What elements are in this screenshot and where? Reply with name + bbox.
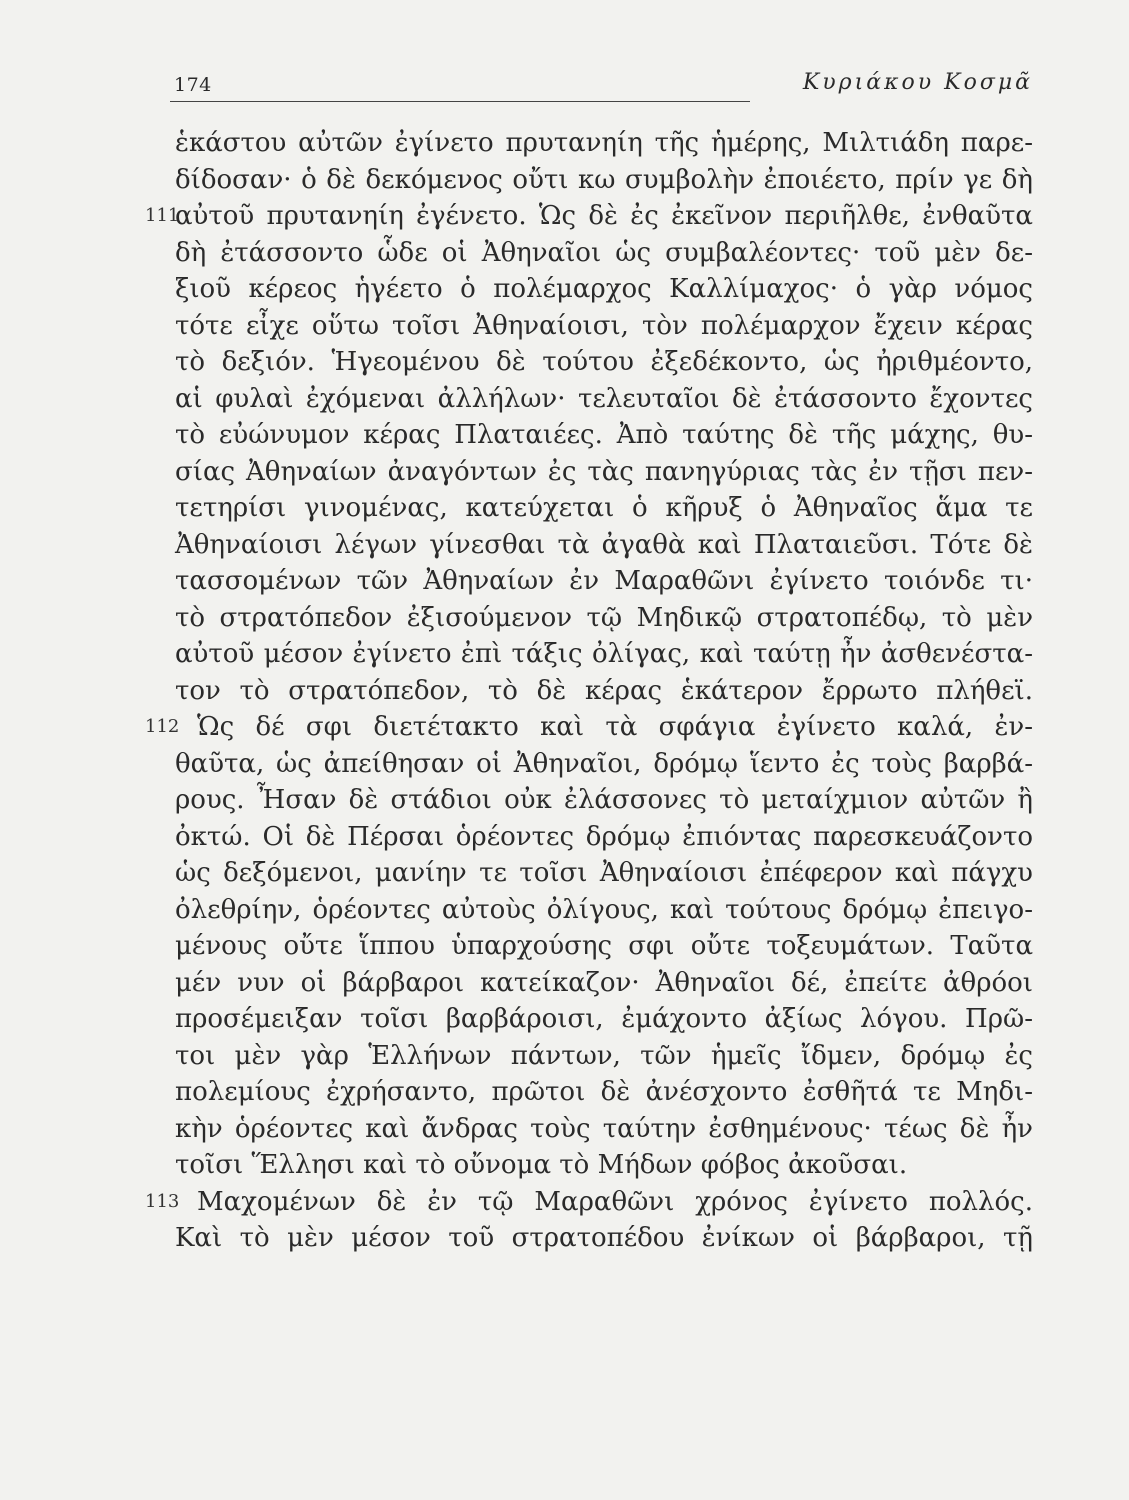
text-line bbox=[175, 855, 1033, 892]
text-line bbox=[175, 965, 1033, 1002]
line-text: κὴν ὁρέοντες καὶ ἄνδρας τοὺς ταύτην ἐσθημένους· τέως δὲ ἦν bbox=[175, 1113, 1033, 1144]
page-number: 174 bbox=[174, 74, 212, 96]
line-text: μέν νυν οἱ βάρβαροι κατείκαζον· Ἀθηναῖοι δέ, ἐπείτε ἀθρόοι bbox=[175, 967, 1033, 998]
text-line bbox=[145, 709, 1033, 746]
text-line bbox=[175, 1220, 1033, 1257]
line-text: ὀκτώ. Οἱ δὲ Πέρσαι ὁρέοντες δρόμῳ ἐπιόντας παρεσκευάζοντο bbox=[175, 821, 1033, 852]
text-line bbox=[175, 782, 1033, 819]
text-line bbox=[175, 892, 1033, 929]
running-title: Κυριάκου Κοσμᾶ bbox=[802, 70, 1033, 95]
text-line bbox=[175, 454, 1033, 491]
line-text: τοῖσι Ἕλλησι καὶ τὸ οὔνομα τὸ Μήδων φόβος ἀκοῦσαι. bbox=[175, 1150, 908, 1180]
header-rule bbox=[170, 101, 750, 102]
line-text: δίδοσαν· ὁ δὲ δεκόμενος οὔτι κω συμβολὴν ἐποιέετο, πρίν γε δὴ bbox=[175, 164, 1033, 195]
text-line bbox=[175, 381, 1033, 418]
line-text: ἑκάστου αὐτῶν ἐγίνετο πρυτανηίη τῆς ἡμέρης, Μιλτιάδη παρε- bbox=[175, 128, 1033, 158]
line-text: μένους οὔτε ἵππου ὑπαρχούσης σφι οὔτε τοξευμάτων. Ταῦτα bbox=[175, 931, 1033, 961]
line-text: τὸ στρατόπεδον ἐξισούμενον τῷ Μηδικῷ στρατοπέδῳ, τὸ μὲν bbox=[175, 602, 1033, 633]
text-line bbox=[175, 162, 1033, 199]
text-line bbox=[175, 1147, 1033, 1184]
text-line bbox=[175, 746, 1033, 783]
line-text: ὀλεθρίην, ὁρέοντες αὐτοὺς ὀλίγους, καὶ τούτους δρόμῳ ἐπειγο- bbox=[175, 894, 1033, 925]
line-text: Ἀθηναίοισι λέγων γίνεσθαι τὰ ἀγαθὰ καὶ Πλαταιεῦσι. Τότε δὲ bbox=[175, 529, 1033, 560]
line-text: δὴ ἐτάσσοντο ὧδε οἱ Ἀθηναῖοι ὡς συμβαλέοντες· τοῦ μὲν δε- bbox=[175, 237, 1033, 268]
line-text: αὐτοῦ πρυτανηίη ἐγένετο. Ὡς δὲ ἐς ἐκεῖνον περιῆλθε, ἐνθαῦτα bbox=[175, 201, 1033, 231]
line-text: θαῦτα, ὡς ἀπείθησαν οἱ Ἀθηναῖοι, δρόμῳ ἵεντο ἐς τοὺς βαρβά- bbox=[175, 748, 1033, 779]
margin-section-number: 112 bbox=[145, 716, 180, 737]
line-text: σίας Ἀθηναίων ἀναγόντων ἐς τὰς πανηγύριας τὰς ἐν τῇσι πεν- bbox=[175, 456, 1033, 487]
line-text: ξιοῦ κέρεος ἡγέετο ὁ πολέμαρχος Καλλίμαχος· ὁ γὰρ νόμος bbox=[175, 274, 1033, 304]
margin-section-number: 111 bbox=[145, 205, 180, 226]
text-line bbox=[175, 271, 1033, 308]
text-line bbox=[175, 636, 1033, 673]
line-text: ρους. Ἦσαν δὲ στάδιοι οὐκ ἐλάσσονες τὸ μεταίχμιον αὐτῶν ἢ bbox=[175, 785, 1033, 815]
line-text: τον τὸ στρατόπεδον, τὸ δὲ κέρας ἑκάτερον ἔρρωτο πλήθεϊ. bbox=[175, 675, 1033, 706]
line-text: Ὡς δέ σφι διετέτακτο καὶ τὰ σφάγια ἐγίνετο καλά, ἐν- bbox=[197, 712, 1033, 742]
text-line bbox=[175, 1111, 1033, 1148]
line-text: αὐτοῦ μέσον ἐγίνετο ἐπὶ τάξις ὀλίγας, καὶ ταύτῃ ἦν ἀσθενέστα- bbox=[175, 639, 1033, 669]
line-text: αἱ φυλαὶ ἐχόμεναι ἀλλήλων· τελευταῖοι δὲ ἐτάσσοντο ἔχοντες bbox=[175, 383, 1033, 414]
line-text: προσέμειξαν τοῖσι βαρβάροισι, ἐμάχοντο ἀξίως λόγου. Πρῶ- bbox=[175, 1004, 1033, 1034]
line-text: τὸ εὐώνυμον κέρας Πλαταιέες. Ἀπὸ ταύτης δὲ τῆς μάχης, θυ- bbox=[175, 420, 1033, 450]
line-text: τασσομένων τῶν Ἀθηναίων ἐν Μαραθῶνι ἐγίνετο τοιόνδε τι· bbox=[175, 566, 1033, 596]
line-text: τοι μὲν γὰρ Ἑλλήνων πάντων, τῶν ἡμεῖς ἴδμεν, δρόμῳ ἐς bbox=[175, 1040, 1033, 1071]
margin-section-number: 113 bbox=[145, 1190, 180, 1212]
text-line bbox=[175, 1038, 1033, 1075]
text-line bbox=[175, 344, 1033, 381]
text-line bbox=[175, 819, 1033, 856]
text-line bbox=[175, 1001, 1033, 1038]
line-text: τότε εἶχε οὕτω τοῖσι Ἀθηναίοισι, τὸν πολέμαρχον ἔχειν κέρας bbox=[175, 310, 1033, 341]
text-line bbox=[175, 600, 1033, 637]
text-line bbox=[175, 527, 1033, 564]
text-line bbox=[175, 1074, 1033, 1111]
text-line bbox=[175, 490, 1033, 527]
line-text: τετηρίσι γινομένας, κατεύχεται ὁ κῆρυξ ὁ Ἀθηναῖος ἅμα τε bbox=[175, 493, 1033, 523]
line-text: πολεμίους ἐχρήσαντο, πρῶτοι δὲ ἀνέσχοντο ἐσθῆτά τε Μηδι- bbox=[175, 1077, 1033, 1107]
line-text: ὡς δεξόμενοι, μανίην τε τοῖσι Ἀθηναίοισι ἐπέφερον καὶ πάγχυ bbox=[175, 858, 1033, 888]
line-text: τὸ δεξιόν. Ἡγεομένου δὲ τούτου ἐξεδέκοντο, ὡς ἠριθμέοντο, bbox=[175, 347, 1033, 377]
line-text: Μαχομένων δὲ ἐν τῷ Μαραθῶνι χρόνος ἐγίνετο πολλός. bbox=[197, 1186, 1033, 1217]
line-text: Καὶ τὸ μὲν μέσον τοῦ στρατοπέδου ἐνίκων οἱ βάρβαροι, τῇ bbox=[175, 1223, 1033, 1253]
text-line bbox=[175, 673, 1033, 710]
text-line bbox=[175, 417, 1033, 454]
text-line bbox=[175, 125, 1033, 162]
text-line bbox=[145, 198, 1033, 235]
text-line bbox=[175, 928, 1033, 965]
body-text bbox=[145, 125, 1033, 1257]
text-line bbox=[145, 1184, 1033, 1221]
text-line bbox=[175, 235, 1033, 272]
text-line bbox=[175, 563, 1033, 600]
text-line bbox=[175, 308, 1033, 345]
